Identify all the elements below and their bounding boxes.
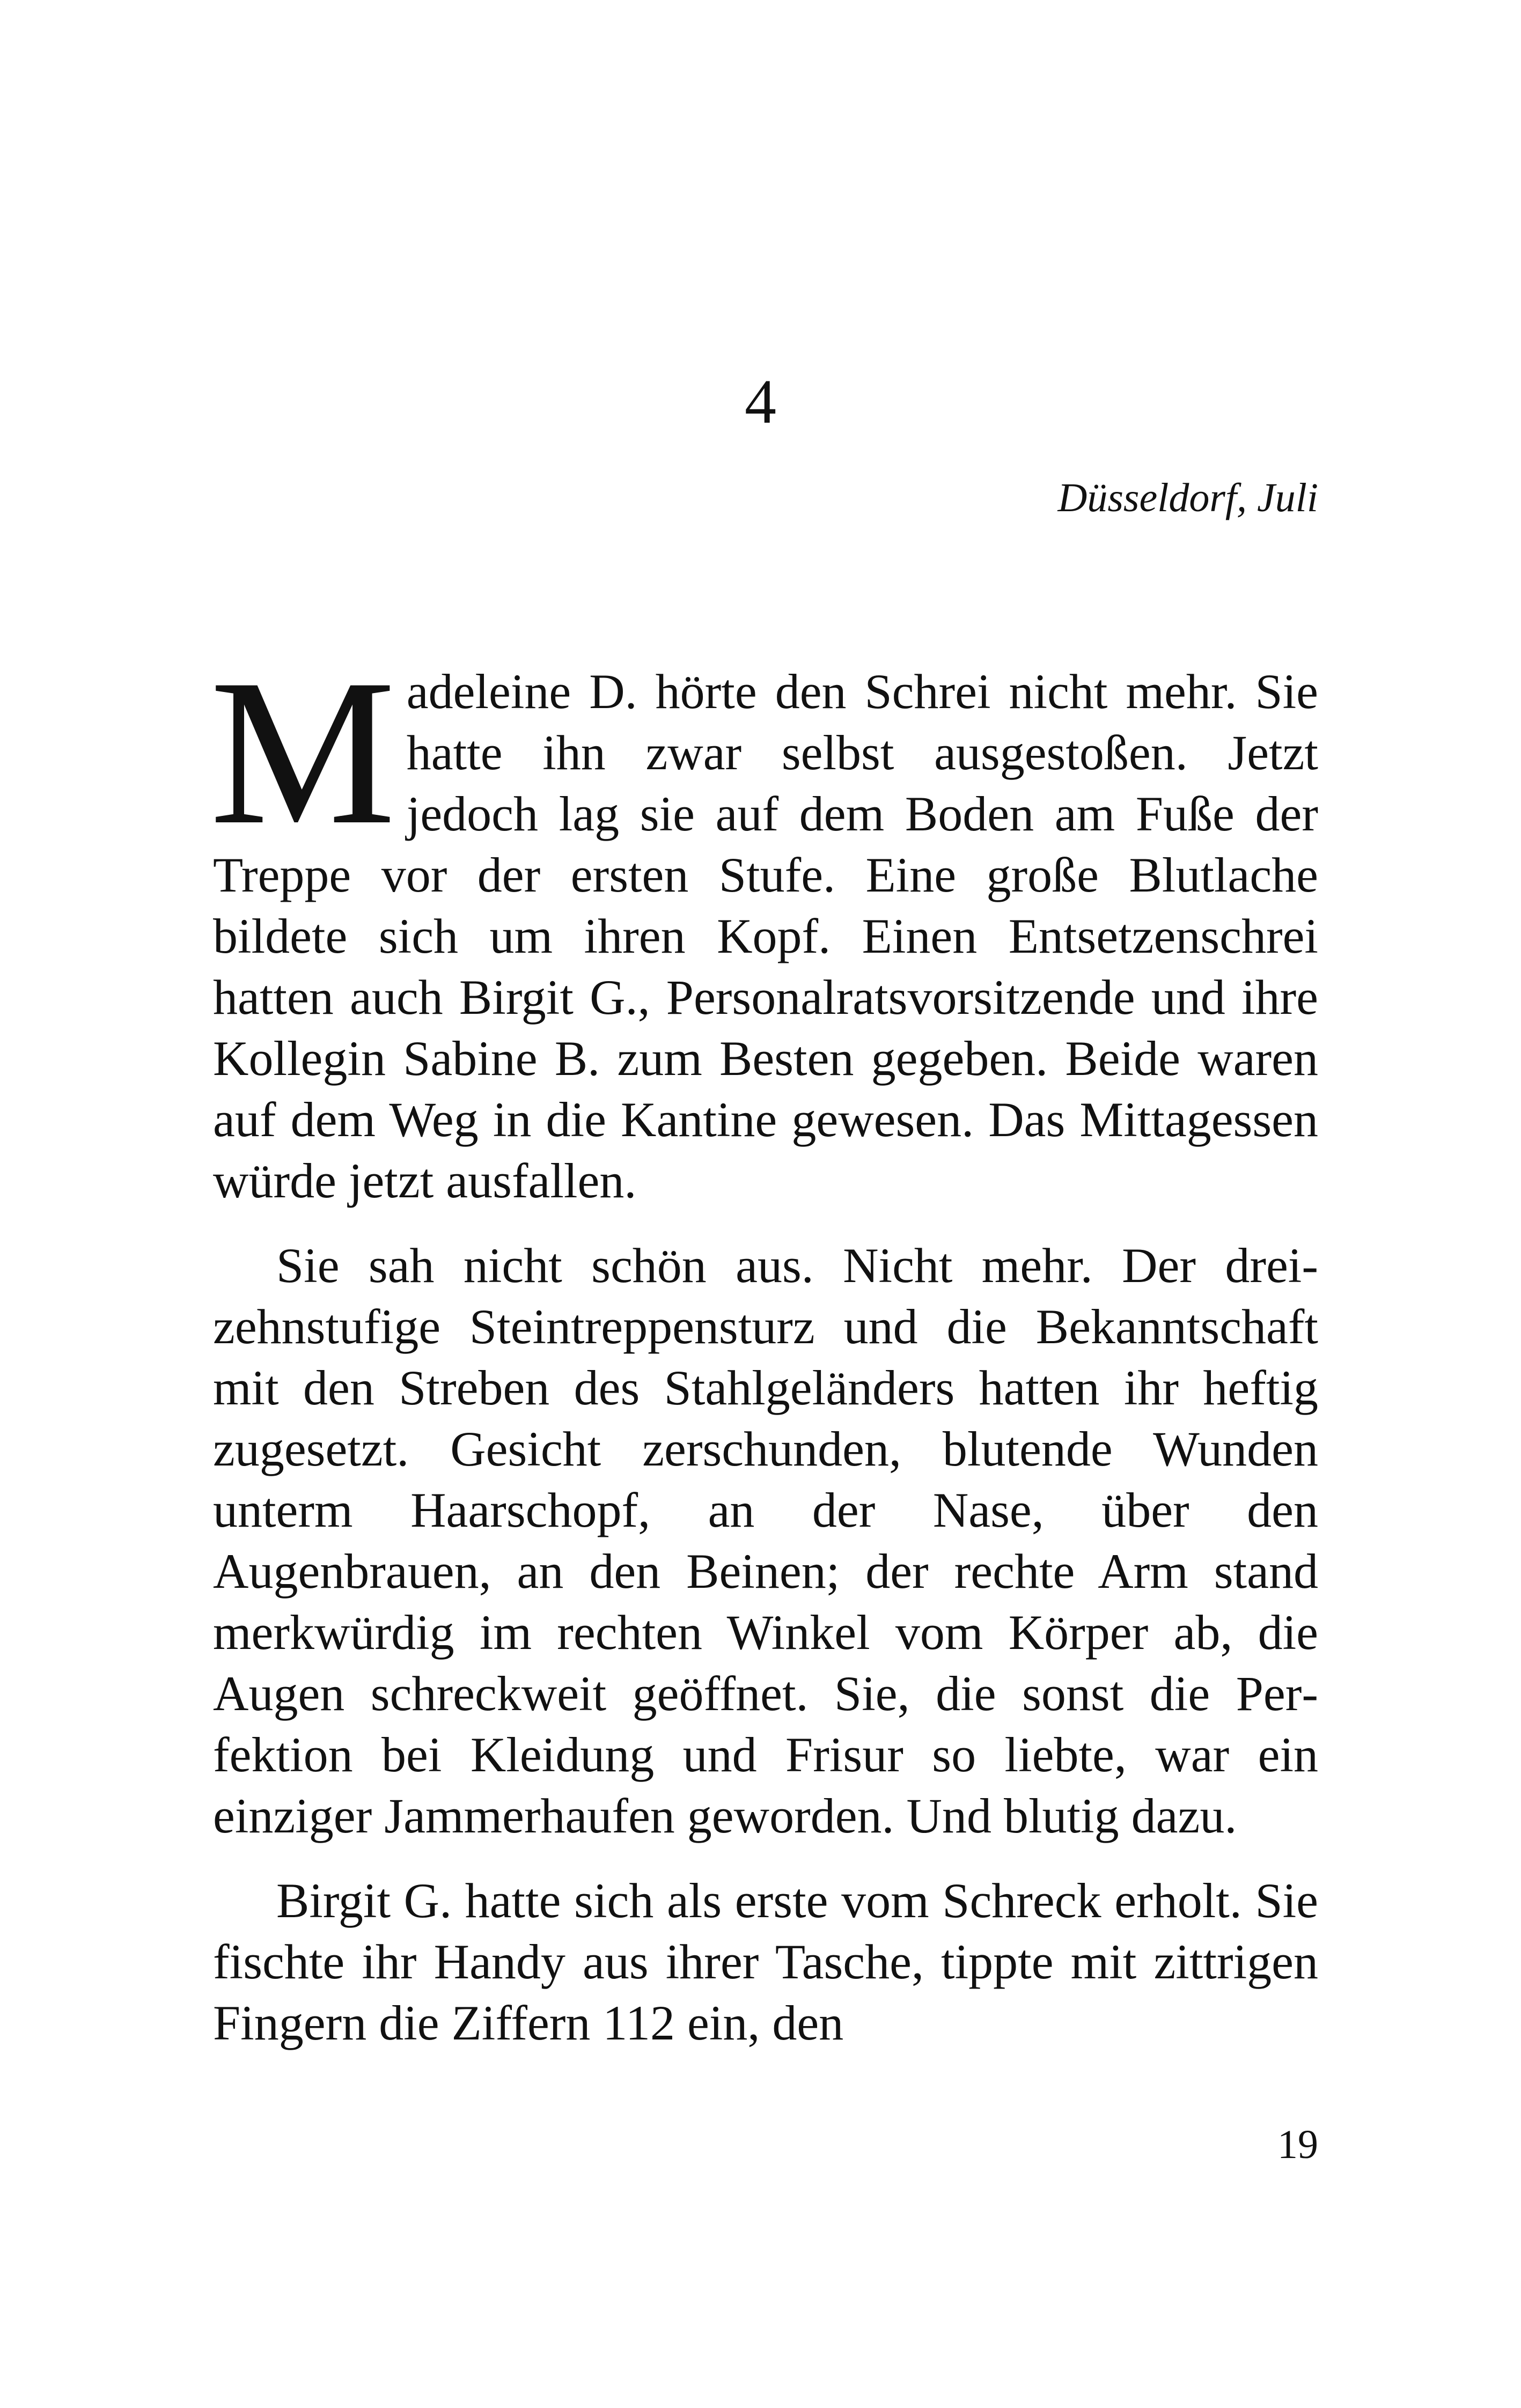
page-number: 19 (1277, 2122, 1318, 2167)
chapter-place-date: Düsseldorf, Juli (1057, 475, 1318, 520)
text-block (210, 636, 1318, 2053)
paragraph-1 (210, 636, 1318, 1211)
drop-cap: M (210, 636, 396, 868)
paragraph-2: Sie sah nicht schön aus. Nicht mehr. Der dreizehnstufige Steintreppensturz und die Bekanntschaft mit den Streben des Stahlgeländers hatten ihr heftig zugesetzt. Gesicht zerschunden, blutende Wunden unterm Haarschopf, an der Nase, über den Augenbrauen, an den Beinen; der rechte Arm stand merkwürdig im rechten Winkel vom Körper ab, die Augen schreckweit geöffnet. Sie, die sonst die Perfektion bei Kleidung und Frisur so liebte, war ein einziger Jammerhaufen geworden. Und blutig dazu. (213, 1238, 1318, 1843)
chapter-number: 4 (745, 366, 776, 437)
paragraph-1-text: adeleine D. hörte den Schrei nicht mehr. Sie hatte ihn zwar selbst ausgestoßen. Jetzt jedoch lag sie auf dem Boden am Fuße der Treppe vor der ersten Stufe. Eine große Blutlache bildete sich um ihren Kopf. Einen Entsetzenschrei hatten auch Birgit G., Personalratsvorsitzende und ihre Kollegin Sabine B. zum Besten gegeben. Beide waren auf dem Weg in die Kantine gewesen. Das Mittagessen würde jetzt ausfallen. (213, 664, 1318, 1208)
paragraph-3: Birgit G. hatte sich als erste vom Schreck erholt. Sie fischte ihr Handy aus ihrer Tasche, tippte mit zittrigen Fingern die Ziffern 112 ein, den (213, 1873, 1318, 2050)
